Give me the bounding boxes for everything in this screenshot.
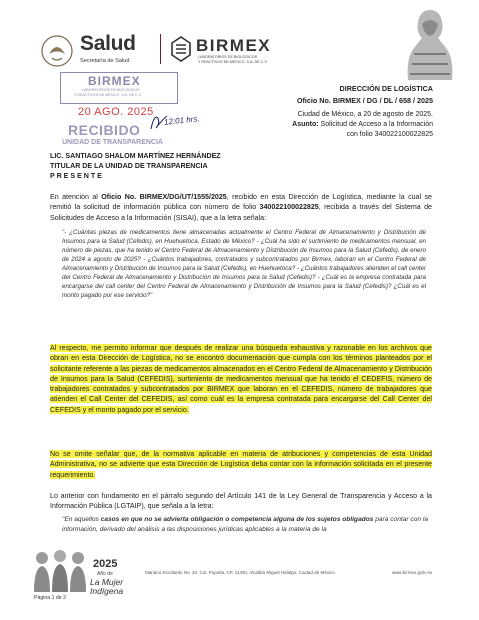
intro-oficio: Oficio No. BIRMEX/DG/UT/1555/2025 [101,193,227,201]
intro-text-2: , recibido en esta Dirección de Logística, mediante la cual se remitió la solicitud de información pública con número de folio [50,193,432,212]
stamp-org: BIRMEX [88,74,141,88]
birmex-logo: BIRMEX [196,36,272,55]
response-1-highlight: Al respecto, me permito informar que después de realizar una búsqueda exhaustiva y razonable en los archivos que obran en esta Dirección de Logística, no se encontró documentación que cumpla con los términos planteados por el solicitante referente a las piezas de medicamentos almacenados en el Centro Federal de Almacenamiento y Distribución de Insumos para la Salud (CEFEDIS), surtimiento de medicamentos mensual que ha tenido el CEDEFIS, número de trabajadores contratados y subcontratados por BIRMEX que laboran en el CEFEDIS, número de trabajadores que atienden el Call Center del CEFEDIS, así como cuál es la empresa contratada para encargarse del Call Center del CEFEDIS y el monto pagado por el servicio. [50,344,432,414]
intro-text-1: En atención al [50,193,102,201]
stamp-date: 20 AGO. 2025 [78,106,154,118]
place-date: Ciudad de México, a 20 de agosto de 2025. [297,111,433,118]
indigenous-woman-illustration-icon [400,6,460,82]
legal-quote-bold: casos en que no se advierta obligación o competencia alguna de los sujetos obligados [100,516,374,523]
intro-paragraph [50,192,432,223]
received-stamp [60,72,178,148]
response-2-highlight: No se omite señalar que, de la normativa aplicable en materia de atribuciones y competencias de esta Unidad Administrativa, no se advierte que esta Dirección de Logística deba contar con la información solicitada en el presente requerimiento. [50,450,432,479]
intro-folio: 340022100022825 [259,203,319,212]
handwritten-time: 12:01 hrs. [163,114,200,127]
footer-web: www.birmex.gob.mx [392,570,433,575]
legal-paragraph: Lo anterior con fundamento en el párrafo segundo del Artículo 141 de la Ley General de Transparencia y Acceso a la Información Pública (LGTAIP), que señala a la letra: [50,492,432,511]
stamp-org-sub1: LABORATORIOS DE BIOLÓGICOS [82,88,140,92]
footer-year-sub: Año de [97,571,113,577]
salud-logo: Salud [80,32,136,55]
asunto-text: Solicitud de Acceso a la Información [320,121,433,128]
footer-page-number: Página 1 de 2 [34,595,67,601]
birmex-logo-icon [170,35,192,63]
footer-slogan-1: La Mujer [90,577,124,587]
footer-women-illustration-icon [30,548,90,594]
stamp-org-sub2: Y REACTIVOS DE MÉXICO, S.A. DE C.V. [74,93,142,97]
intro-text-3: , recibida a través del Sistema de Solicitudes de Acceso a la Información (SISAI), que a la letra señala: [50,203,432,222]
recipient-presente: P R E S E N T E [50,172,102,180]
legal-quote-2: para contar con la información, derivado del análisis a las disposiciones jurídicas aplicables a la materia de la [62,516,428,533]
signature-icon [148,112,170,132]
stamp-unit: UNIDAD DE TRANSPARENCIA [62,139,163,146]
salud-subtitle: Secretaría de Salud [80,58,130,64]
stamp-recibido: RECIBIDO [68,122,141,138]
asunto-line [292,121,433,128]
folio-line: con folio 340022100022825 [346,131,433,138]
birmex-subtitle-1: LABORATORIOS DE BIOLÓGICOS [198,55,258,59]
response-paragraph-2 [50,449,432,480]
legal-quote [62,515,428,535]
response-paragraph-1 [50,343,432,415]
header-divider [160,34,161,64]
footer-year: 2025 [93,558,118,570]
recipient-name: LIC. SANTIAGO SHALOM MARTÍNEZ HERNÁNDEZ [50,152,221,160]
oficio-number: Oficio No. BIRMEX / DG / DL / 658 / 2025 [296,96,433,105]
asunto-label: Asunto: [292,121,319,128]
footer-slogan-2: Indígena [90,586,124,596]
direction-title: DIRECCIÓN DE LOGÍSTICA [339,84,433,93]
birmex-subtitle-2: Y REACTIVOS DE MÉXICO, S.A. DE C.V. [198,60,268,64]
request-quote: "- ¿Cuántas piezas de medicamentos tiene almacenadas actualmente el Centro Federal de Almacenamiento y Distribución de Insumos para la Salud (Cefedis), en Huehuetoca, Estado de México? - ¿Cuál ha sido el surtimiento de medicamentos mensual, en número de piezas, que ha tenido el Centro Federal de Almacenamiento y Distribución de Insumos para la Salud (Cefedis), de enero de 2024 a agosto de 2025? - ¿Cuántos trabajadores, contratados y subcontratados por Birmex, laboran en el Centro Federal de Almacenamiento y Distribución de Insumos para la Salud (Cefedis), en Huehuetoca? - ¿Cuántos trabajadores atienden el call center del Centro Federal de Almacenamiento y Distribución de Insumos para la Salud (Cefedis)? - ¿Cuál es la empresa contratada para encargarse del call center del Centro Federal de Almacenamiento y Distribución de Insumos para la Salud (Cefedis)? ¿Cuál es el monto pagado por ese servicio?" [62,229,426,299]
recipient-title: TITULAR DE LA UNIDAD DE TRANSPARENCIA [50,162,208,170]
mexico-eagle-icon [40,34,74,68]
legal-quote-1: "En aquellos [62,516,101,523]
footer-address: Mariano Escobedo No. 20, Col. Popotla, CP. 11400, Alcaldía Miguel Hidalgo, Ciudad de México [145,570,335,575]
